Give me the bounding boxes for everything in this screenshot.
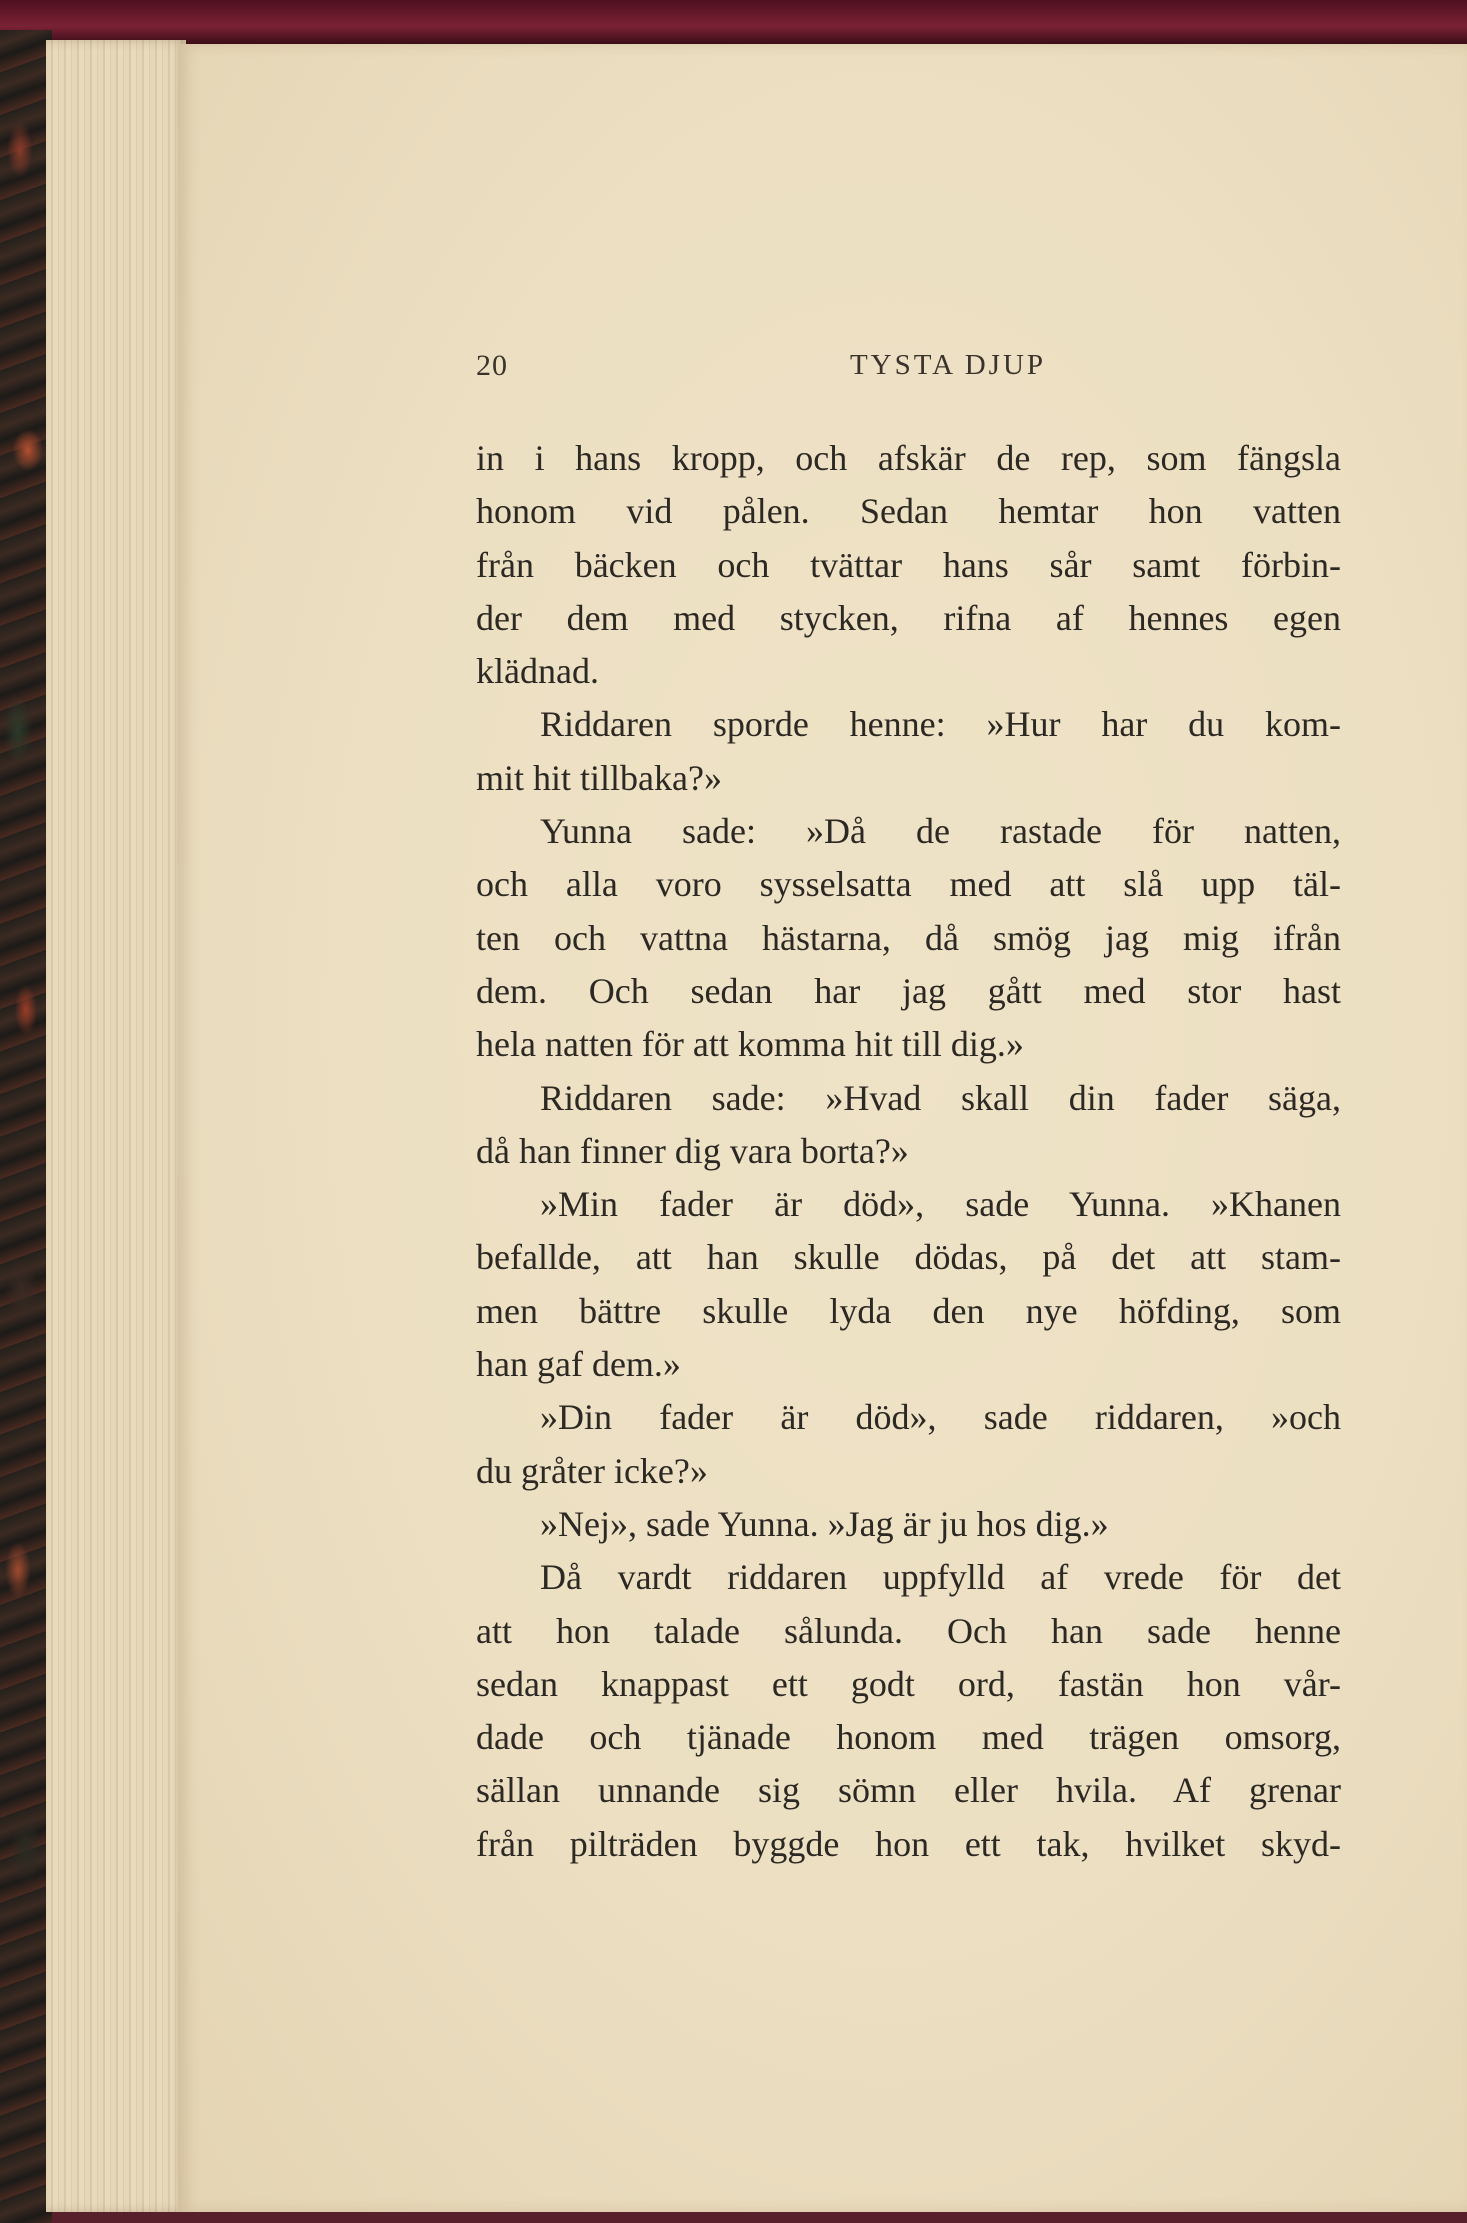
text-line: mit hit tillbaka?» [476, 757, 722, 798]
text-line: att hon talade sålunda. Och han sade henne [476, 1610, 1341, 1651]
text-line: och alla voro sysselsatta med att slå upp täl- [476, 864, 1341, 905]
text-line: från bäcken och tvättar hans sår samt förbin- [476, 544, 1341, 585]
running-head: TYSTA DJUP [849, 349, 1047, 381]
text-line: han gaf dem.» [476, 1344, 681, 1385]
page-number: 20 [476, 349, 508, 382]
text-line: du gråter icke?» [476, 1450, 708, 1491]
text-line: ten och vattna hästarna, då smög jag mig ifrån [476, 917, 1341, 958]
body-text [476, 432, 1341, 1871]
text-line: sedan knappast ett godt ord, fastän hon vår- [476, 1663, 1341, 1704]
text-line: befallde, att han skulle dödas, på det att stam- [476, 1237, 1341, 1278]
text-line: från pilträden byggde hon ett tak, hvilket skyd- [476, 1823, 1341, 1864]
book-binding-top [0, 0, 1467, 44]
text-line: »Min fader är död», sade Yunna. »Khanen [540, 1184, 1341, 1225]
marbled-endpaper [0, 30, 52, 2223]
text-line: Riddaren sade: »Hvad skall din fader säga, [540, 1077, 1341, 1118]
text-line: dem. Och sedan har jag gått med stor hast [476, 970, 1341, 1011]
text-line: der dem med stycken, rifna af hennes egen [476, 597, 1341, 638]
text-line: hela natten för att komma hit till dig.» [476, 1024, 1024, 1065]
text-line: klädnad. [476, 651, 599, 692]
text-line: då han finner dig vara borta?» [476, 1130, 909, 1171]
text-line: in i hans kropp, och afskär de rep, som fängsla [476, 438, 1341, 478]
text-line: sällan unnande sig sömn eller hvila. Af grenar [476, 1770, 1341, 1811]
text-line: men bättre skulle lyda den nye höfding, som [476, 1290, 1341, 1331]
page-edges [46, 40, 186, 2212]
text-line: »Din fader är död», sade riddaren, »och [540, 1397, 1341, 1438]
text-line: Riddaren sporde henne: »Hur har du kom- [540, 704, 1341, 745]
book-page [178, 44, 1467, 2212]
text-line: »Nej», sade Yunna. »Jag är ju hos dig.» [540, 1503, 1109, 1544]
text-line: Yunna sade: »Då de rastade för natten, [540, 811, 1341, 852]
text-line: honom vid pålen. Sedan hemtar hon vatten [476, 491, 1341, 532]
text-line: Då vardt riddaren uppfylld af vrede för det [540, 1557, 1341, 1598]
text-line: dade och tjänade honom med trägen omsorg, [476, 1717, 1341, 1758]
